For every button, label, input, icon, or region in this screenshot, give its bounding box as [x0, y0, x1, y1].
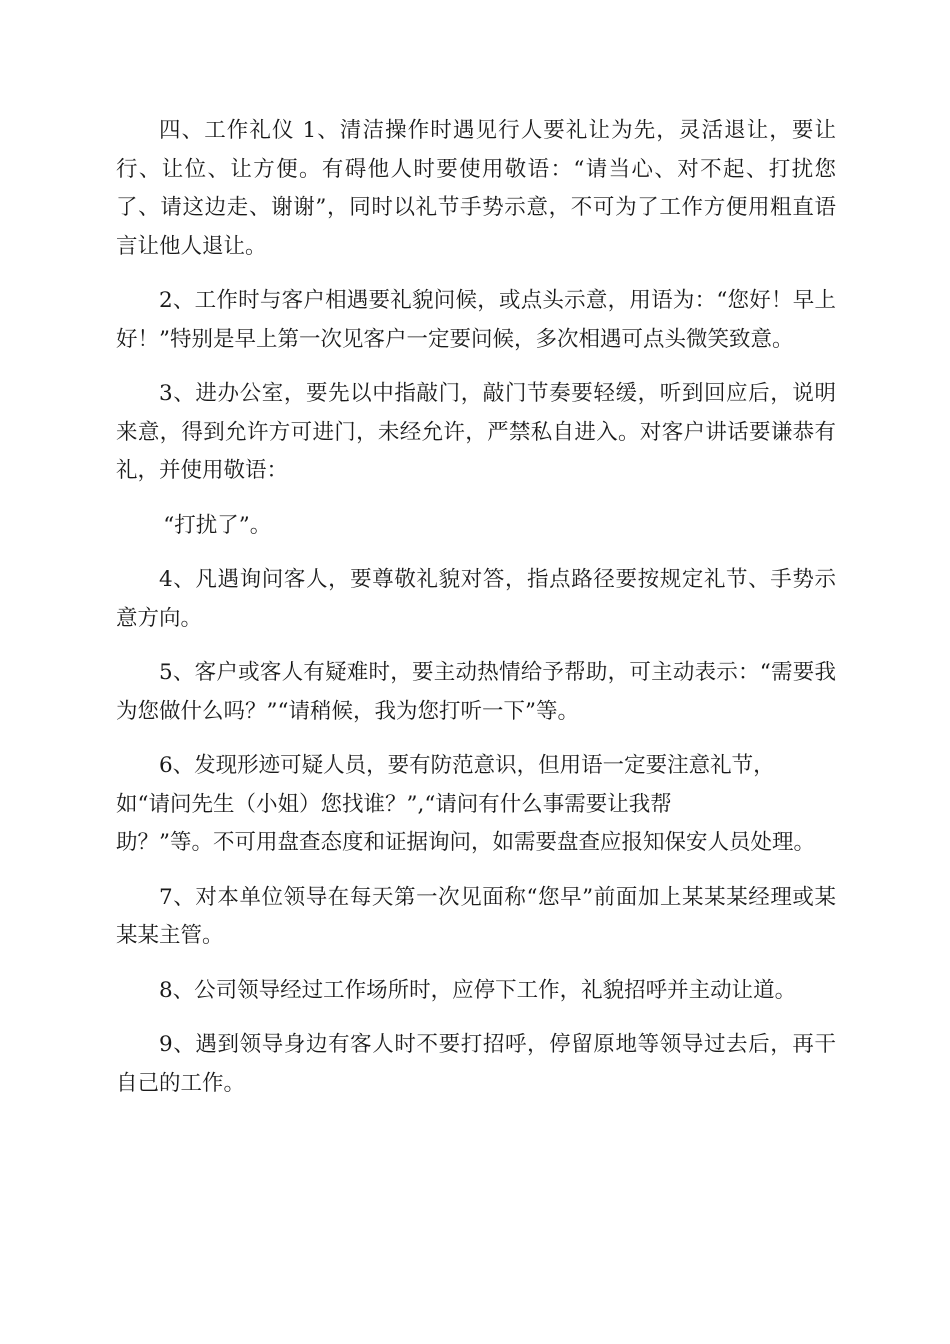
paragraph-etiquette-6-line-1: 6、发现形迹可疑人员，要有防范意识，但用语一定要注意礼节，	[159, 753, 775, 778]
paragraph-etiquette-9: 9、遇到领导身边有客人时不要打招呼，停留原地等领导过去后，再干自己的工作。	[116, 1032, 836, 1096]
paragraph-etiquette-2: 2、工作时与客户相遇要礼貌问候，或点头示意，用语为：“您好！早上好！”特别是早上第一次见客户一定要问候，多次相遇可点头微笑致意。	[116, 288, 836, 352]
paragraph-etiquette-3: 3、进办公室，要先以中指敲门，敲门节奏要轻缓，听到回应后，说明来意，得到允许方可进门，未经允许，严禁私自进入。对客户讲话要谦恭有礼，并使用敬语：	[116, 381, 836, 483]
paragraph-etiquette-7: 7、对本单位领导在每天第一次见面称“您早”前面加上某某某经理或某某某主管。	[116, 884, 836, 948]
paragraph-etiquette-6-line-3: 助？”等。不可用盘查态度和证据询问，如需要盘查应报知保安人员处理。	[116, 830, 815, 855]
paragraph-etiquette-3-quote: “打扰了”。	[163, 512, 272, 538]
paragraph-etiquette-5: 5、客户或客人有疑难时，要主动热情给予帮助，可主动表示：“需要我为您做什么吗？”“请稍候，我为您打听一下”等。	[116, 660, 836, 724]
paragraph-etiquette-6-line-2: 如“请问先生（小姐）您找谁？”,“请问有什么事需要让我帮	[116, 791, 672, 817]
document-body	[116, 112, 836, 1103]
paragraph-etiquette-6	[116, 747, 836, 863]
paragraph-etiquette-8: 8、公司领导经过工作场所时，应停下工作，礼貌招呼并主动让道。	[159, 977, 797, 1003]
paragraph-etiquette-4: 4、凡遇询问客人，要尊敬礼貌对答，指点路径要按规定礼节、手势示意方向。	[116, 567, 836, 631]
paragraph-work-etiquette-1: 四、工作礼仪 1、清洁操作时遇见行人要礼让为先，灵活退让，要让行、让位、让方便。有碍他人时要使用敬语：“请当心、对不起、打扰您了、请这边走、谢谢”，同时以礼节手势示意，不可为了工作方便用粗直语言让他人退让。	[116, 118, 836, 259]
